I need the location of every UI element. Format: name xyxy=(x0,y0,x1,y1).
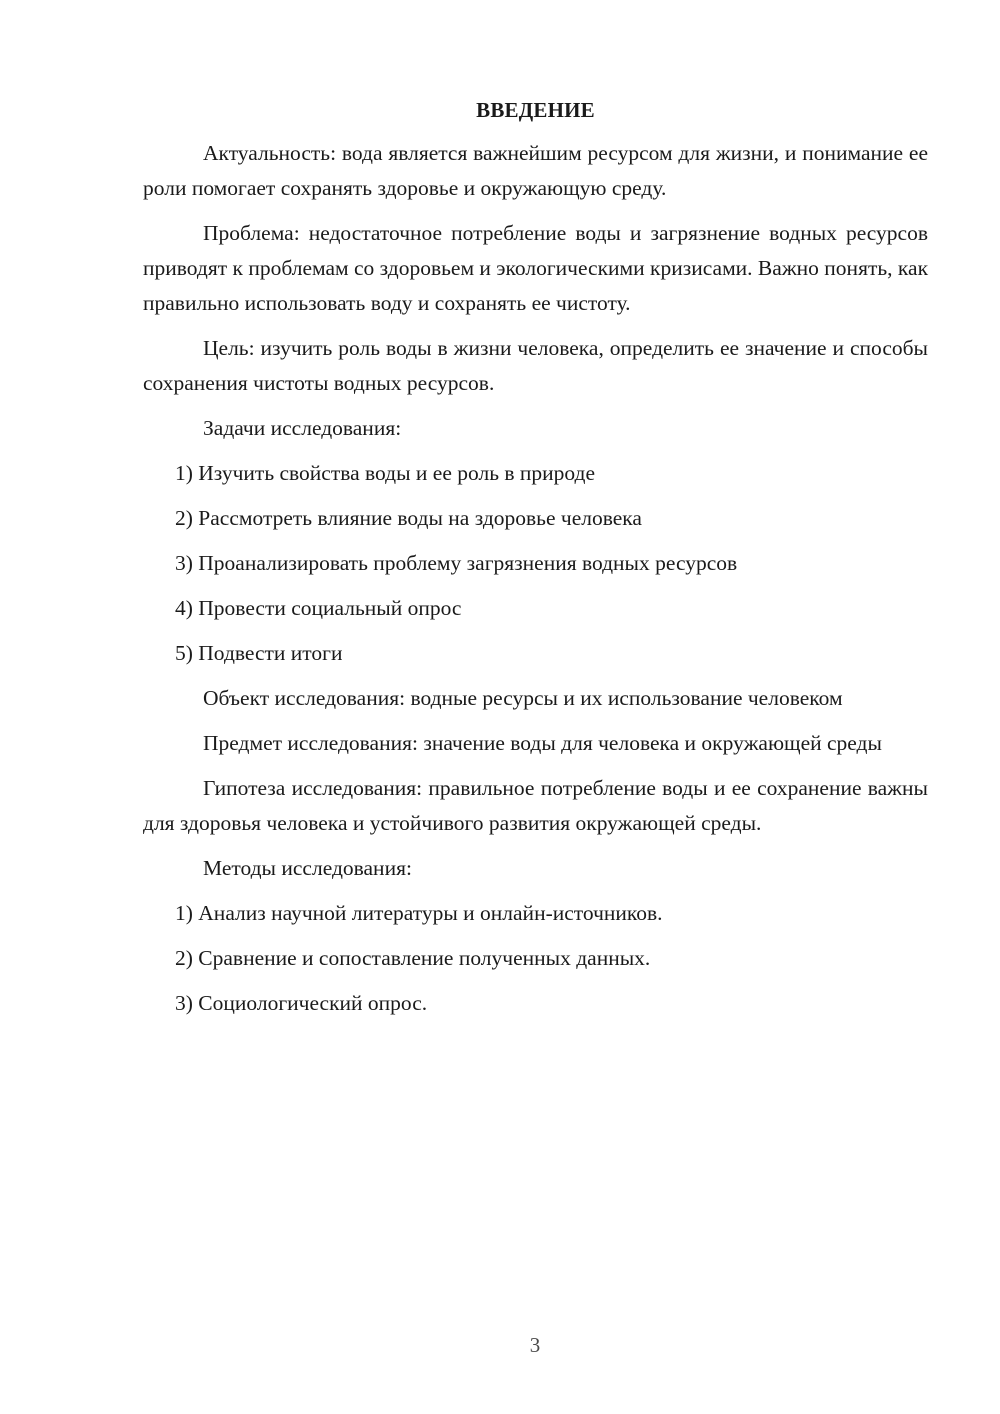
method-item: 1) Анализ научной литературы и онлайн-источников. xyxy=(175,901,663,925)
subject-paragraph: Предмет исследования: значение воды для человека и окружающей среды xyxy=(203,731,882,755)
page-number: 3 xyxy=(529,1333,541,1357)
method-item: 3) Социологический опрос. xyxy=(175,991,428,1015)
task-item: 5) Подвести итоги xyxy=(175,641,343,665)
object-paragraph: Объект исследования: водные ресурсы и их использование человеком xyxy=(203,686,843,710)
hypothesis-paragraph: Гипотеза исследования: правильное потребление воды и ее сохранение важны для здоровья человека и устойчивого развития окружающей среды. xyxy=(143,776,928,835)
task-item: 1) Изучить свойства воды и ее роль в природе xyxy=(175,461,596,485)
relevance-paragraph: Актуальность: вода является важнейшим ресурсом для жизни, и понимание ее роли помогает сохранять здоровье и окружающую среду. xyxy=(143,141,928,200)
task-item: 4) Провести социальный опрос xyxy=(175,596,462,620)
goal-paragraph: Цель: изучить роль воды в жизни человека, определить ее значение и способы сохранения чистоты водных ресурсов. xyxy=(143,336,928,395)
tasks-heading: Задачи исследования: xyxy=(203,416,402,440)
task-item: 2) Рассмотреть влияние воды на здоровье человека xyxy=(175,506,642,530)
method-item: 2) Сравнение и сопоставление полученных данных. xyxy=(175,946,651,970)
document-page xyxy=(143,92,928,1031)
problem-paragraph: Проблема: недостаточное потребление воды и загрязнение водных ресурсов приводят к проблемам со здоровьем и экологическими кризисами. Важно понять, как правильно использовать воду и сохранять ее чистоту. xyxy=(143,221,929,315)
section-title: ВВЕДЕНИЕ xyxy=(476,98,595,122)
methods-heading: Методы исследования: xyxy=(203,856,412,880)
task-item: 3) Проанализировать проблему загрязнения водных ресурсов xyxy=(175,551,738,575)
